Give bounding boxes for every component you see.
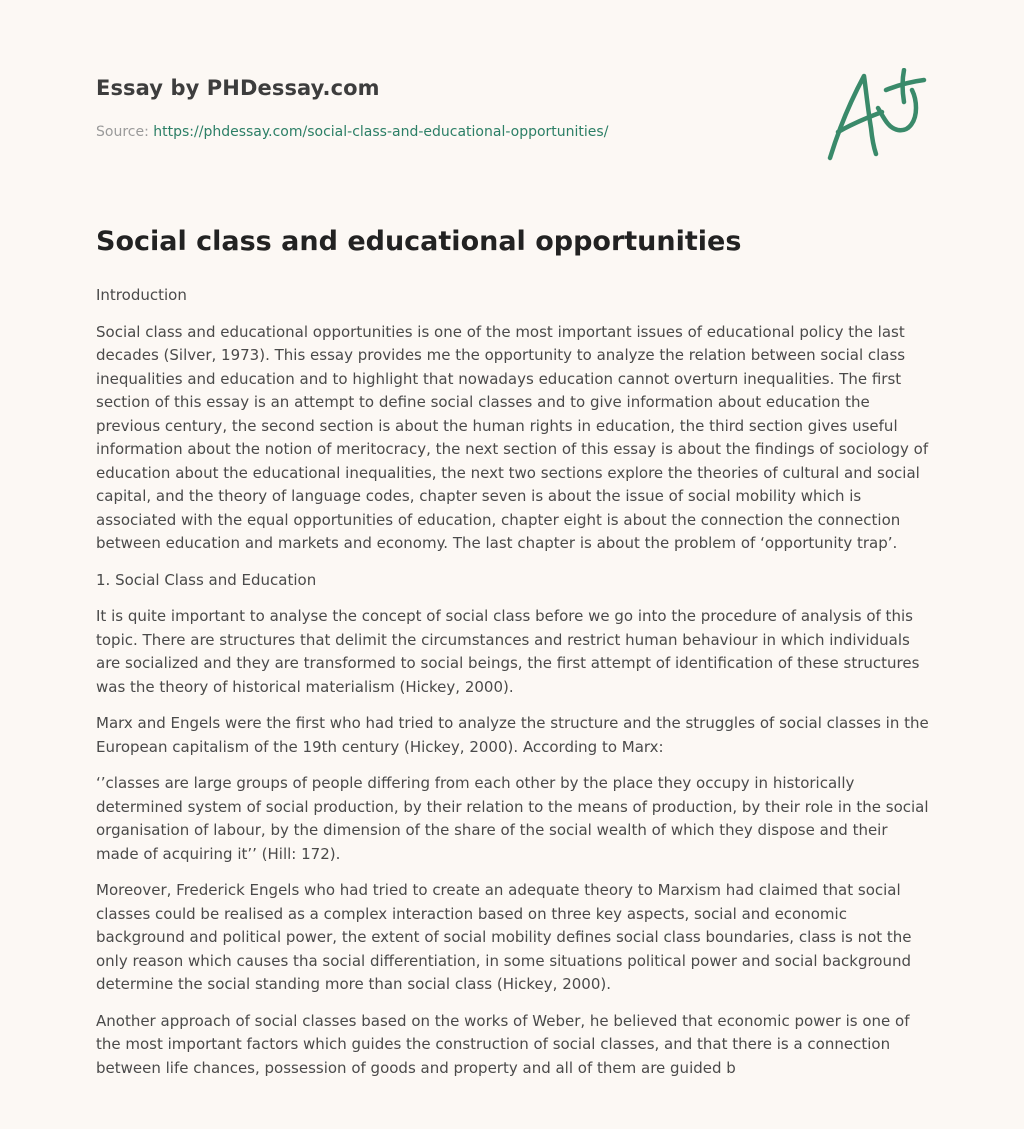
section-heading-introduction: Introduction [96, 286, 187, 304]
paragraph: Moreover, Frederick Engels who had tried to create an adequate theory to Marxism had claimed that social classes could be realised as a complex interaction based on three key aspects, social and economic background and political power, the extent of social mobility defines social class boundaries, class is not the only reason which causes tha social differentiation, in some situations political power and social background determine the social standing more than social class (Hickey, 2000). [96, 881, 912, 993]
essay-body [96, 284, 932, 1093]
section-heading-social-class: 1. Social Class and Education [96, 570, 317, 589]
source-link[interactable]: https://phdessay.com/social-class-and-educational-opportunities/ [153, 124, 609, 140]
paragraph: It is quite important to analyse the concept of social class before we go into the procedure of analysis of this topic. There are structures that delimit the circumstances and restrict human behaviour in which individuals are socialized and they are transformed to social beings, the first attempt of identification of these structures was the theory of historical materialism (Hickey, 2000). [96, 607, 920, 696]
source-label: Source: [96, 124, 154, 140]
paragraph: Marx and Engels were the first who had tried to analyze the structure and the struggles of social classes in the European capitalism of the 19th century (Hickey, 2000). According to Marx: [96, 714, 929, 756]
a-plus-grade-icon [824, 68, 928, 164]
source-line [96, 124, 608, 140]
site-brand: Essay by PHDessay.com [96, 76, 380, 100]
essay-title: Social class and educational opportunities [96, 226, 742, 257]
quote-paragraph: ‘’classes are large groups of people differing from each other by the place they occupy in historically determined system of social production, by their relation to the means of production, by their role in the social organisation of labour, by the dimension of the share of the social wealth of which they dispose and their made of acquiring it’’ (Hill: 172). [96, 774, 929, 863]
paragraph: Another approach of social classes based on the works of Weber, he believed that economic power is one of the most important factors which guides the construction of social classes, and that there is a connection between life chances, possession of goods and property and all of them are guided b [96, 1011, 910, 1077]
paragraph: Social class and educational opportunities is one of the most important issues of educational policy the last decades (Silver, 1973). This essay provides me the opportunity to analyze the relation between social class inequalities and education and to highlight that nowadays education cannot overturn inequalities. The first section of this essay is an attempt to define social classes and to give information about education the previous century, the second section is about the human rights in education, the third section gives useful information about the notion of meritocracy, the next section of this essay is about the findings of sociology of education about the educational inequalities, the next two sections explore the theories of cultural and social capital, and the theory of language codes, chapter seven is about the issue of social mobility which is associated with the equal opportunities of education, chapter eight is about the connection the connection between education and markets and economy. The last chapter is about the problem of ‘opportunity trap’. [96, 322, 929, 552]
